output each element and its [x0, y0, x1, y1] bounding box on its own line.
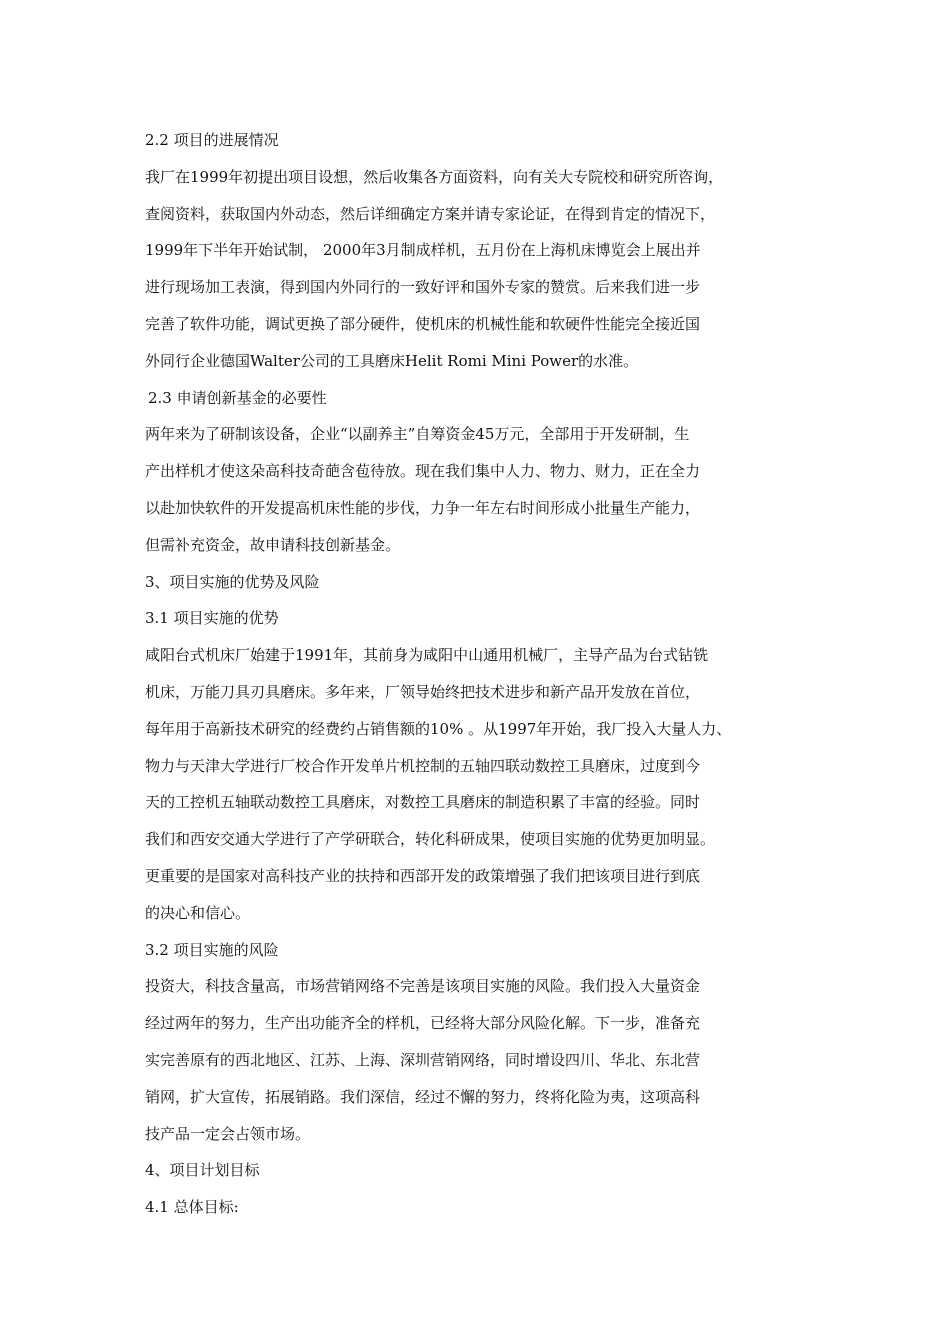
paragraph-line: 但需补充资金，故申请科技创新基金。 [145, 535, 401, 554]
paragraph-line: 经过两年的努力，生产出功能齐全的样机，已经将大部分风险化解。下一步，准备充 [145, 1014, 701, 1033]
paragraph-line: 机床，万能刀具刃具磨床。多年来，厂领导始终把技术进步和新产品开发放在首位， [145, 682, 701, 701]
paragraph-line: 查阅资料，获取国内外动态，然后详细确定方案并请专家论证，在得到肯定的情况下， [145, 204, 716, 223]
paragraph-line: 我厂在1999年初提出项目设想，然后收集各方面资料，向有关大专院校和研究所咨询， [145, 167, 724, 186]
paragraph-line: 进行现场加工表演，得到国内外同行的一致好评和国外专家的赞赏。后来我们进一步 [145, 278, 701, 297]
paragraph-line: 技产品一定会占领市场。 [145, 1124, 311, 1143]
paragraph-line: 实完善原有的西北地区、江苏、上海、深圳营销网络，同时增设四川、华北、东北营 [145, 1050, 701, 1069]
paragraph-line: 咸阳台式机床厂始建于1991年，其前身为咸阳中山通用机械厂，主导产品为台式钻铣 [145, 646, 709, 665]
section-heading: 3.1 项目实施的优势 [145, 609, 279, 628]
paragraph-line: 天的工控机五轴联动数控工具磨床，对数控工具磨床的制造积累了丰富的经验。同时 [145, 793, 701, 812]
paragraph-line: 更重要的是国家对高科技产业的扶持和西部开发的政策增强了我们把该项目进行到底 [145, 866, 701, 885]
paragraph-line: 以赴加快软件的开发提高机床性能的步伐，力争一年左右时间形成小批量生产能力， [145, 498, 701, 517]
paragraph-line: 的决心和信心。 [145, 903, 251, 922]
paragraph-line: 我们和西安交通大学进行了产学研联合，转化科研成果，使项目实施的优势更加明显。 [145, 830, 716, 849]
section-heading: 3、项目实施的优势及风险 [145, 572, 320, 591]
paragraph-line: 每年用于高新技术研究的经费约占销售额的10% 。从1997年开始，我厂投入大量人力、 [145, 719, 732, 738]
paragraph-line: 两年来为了研制该设备，企业“以副养主”自筹资金45万元，全部用于开发研制，生 [145, 425, 690, 444]
paragraph-line: 投资大，科技含量高，市场营销网络不完善是该项目实施的风险。我们投入大量资金 [145, 977, 701, 996]
paragraph-line: 外同行企业德国Walter公司的工具磨床Helit Romi Mini Power的水准。 [145, 351, 639, 370]
section-heading: 3.2 项目实施的风险 [145, 940, 279, 959]
section-heading: 2.3 申请创新基金的必要性 [148, 388, 327, 407]
paragraph-line: 物力与天津大学进行厂校合作开发单片机控制的五轴四联动数控工具磨床，过度到今 [145, 756, 701, 775]
paragraph-line: 产出样机才使这朵高科技奇葩含苞待放。现在我们集中人力、物力、财力，正在全力 [145, 462, 701, 481]
section-heading: 4、项目计划目标 [145, 1161, 260, 1180]
section-heading: 2.2 项目的进展情况 [145, 131, 279, 149]
paragraph-line: 销网，扩大宣传，拓展销路。我们深信，经过不懈的努力，终将化险为夷，这项高科 [145, 1087, 701, 1106]
section-heading: 4.1 总体目标: [145, 1198, 239, 1217]
paragraph-line: 完善了软件功能，调试更换了部分硬件，使机床的机械性能和软硬件性能完全接近国 [145, 314, 701, 333]
paragraph-line: 1999年下半年开始试制， 2000年3月制成样机，五月份在上海机床博览会上展出并 [145, 241, 701, 260]
document-body [145, 122, 825, 1226]
